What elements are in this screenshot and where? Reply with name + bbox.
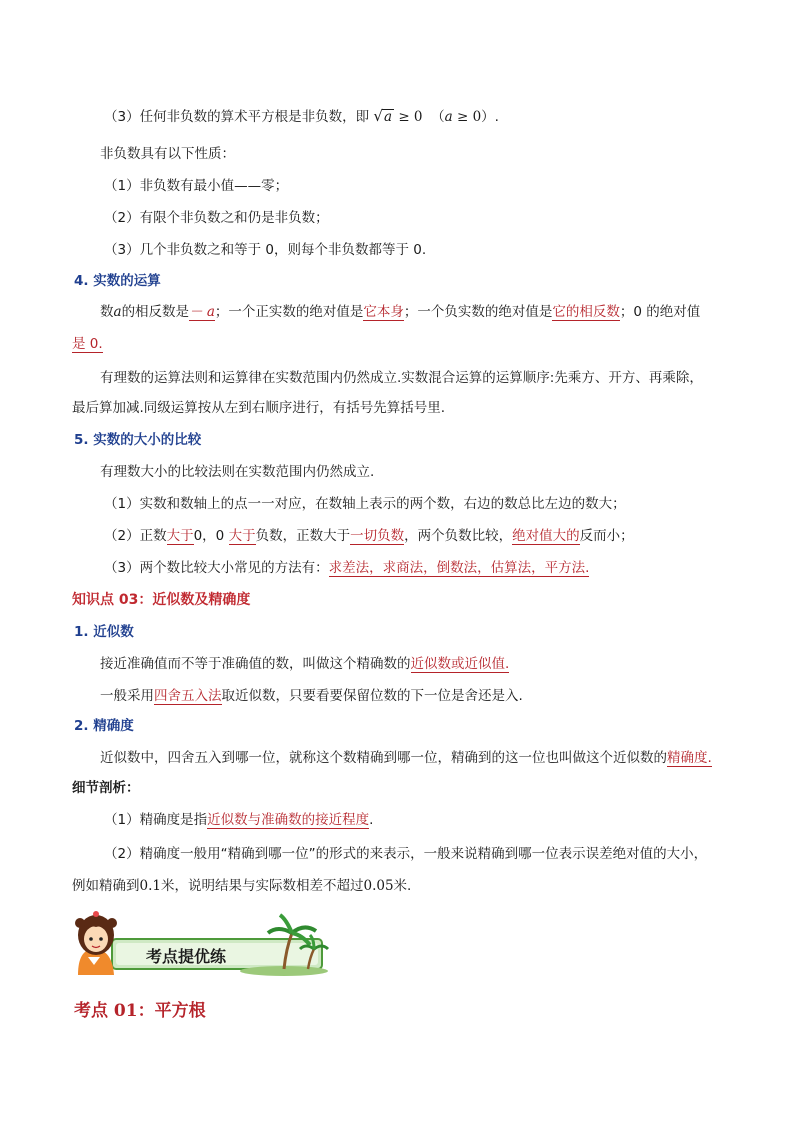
nonneg-3: （3）几个非负数之和等于 0，则每个非负数都等于 0. (104, 242, 427, 258)
answer-rounding: 四舍五入法 (154, 688, 222, 704)
text: （3）两个数比较大小常见的方法有： (104, 560, 329, 576)
text: 负数，正数大于 (255, 528, 351, 544)
compare-intro: 有理数大小的比较法则在实数范围内仍然成立. (100, 464, 375, 480)
compare-1: （1）实数和数轴上的点一一对应，在数轴上表示的两个数，右边的数总比左边的数大； (104, 496, 626, 512)
text: 数 (100, 304, 114, 320)
detail-3 (72, 876, 411, 896)
text: （1）精确度是指 (104, 812, 208, 828)
text: 米. (393, 878, 412, 894)
answer-all-negatives: 一切负数 (350, 528, 405, 544)
heading-5: 5. 实数的大小的比较 (74, 432, 202, 448)
condition-ge-zero: ≥ 0 (456, 109, 482, 125)
text: （2）正数 (104, 528, 167, 544)
ops-line-2 (72, 334, 103, 354)
var-a: a (113, 304, 122, 320)
text: 一般采用 (100, 688, 154, 704)
answer-opposite: 它的相反数 (552, 304, 620, 320)
girl-mascot-icon (75, 911, 117, 975)
answer-approx: 近似数或近似值. (410, 656, 510, 672)
knowledge-point-03: 知识点 03：近似数及精确度 (72, 592, 251, 608)
answer-closeness: 近似数与准确数的接近程度 (207, 812, 370, 828)
value-0-1: 0.1 (139, 878, 161, 894)
value-0-05: 0.05 (363, 878, 394, 894)
ge-zero: ≥ 0 (398, 109, 423, 125)
heading-4: 4. 实数的运算 (74, 273, 161, 289)
compare-2 (104, 526, 634, 546)
text: . (369, 812, 374, 828)
paren-open: （ (431, 109, 445, 125)
banner-title: 考点提优练 (146, 947, 227, 966)
rules-line-1: 有理数的运算法则和运算律在实数范围内仍然成立.实数混合运算的运算顺序:先乘方、开方、再乘除， (100, 370, 703, 386)
nonneg-1: （1）非负数有最小值——零； (104, 178, 289, 194)
paren-close: ）. (481, 109, 499, 125)
compare-3 (104, 558, 589, 578)
text: 反而小； (579, 528, 634, 544)
precision-line (100, 748, 712, 768)
text: ，两个负数比较， (404, 528, 513, 544)
practice-banner (72, 905, 330, 977)
property-3-line (104, 106, 499, 127)
text: 取近似数，只要看要保留位数的下一位是舍还是入. (221, 688, 523, 704)
answer-methods: 求差法，求商法，倒数法，估算法，平方法. (328, 560, 590, 576)
text: ；一个正实数的绝对值是 (214, 304, 364, 320)
ops-line-1 (100, 302, 700, 322)
answer-abs-larger: 绝对值大的 (512, 528, 580, 544)
text: 近似数中，四舍五入到哪一位，就称这个数精确到哪一位，精确到的这一位也叫做这个近似数的 (100, 750, 667, 766)
detail-2: （2）精确度一般用“精确到哪一位”的形式的来表示，一般来说精确到哪一位表示误差绝对值的大小， (104, 846, 708, 862)
text: 接近准确值而不等于准确值的数，叫做这个精确数的 (100, 656, 411, 672)
text: ；0 的绝对值 (619, 304, 701, 320)
text: 0，0 (193, 528, 229, 544)
answer-zero: 是 0. (72, 336, 103, 352)
heading-precision: 2. 精确度 (74, 718, 134, 734)
detail-label: 细节剖析： (72, 780, 140, 796)
condition-var: a (444, 109, 453, 125)
text: 例如精确到 (72, 878, 140, 894)
text: （3）任何非负数的算术平方根是非负数，即 (104, 109, 370, 125)
text: ；一个负实数的绝对值是 (403, 304, 553, 320)
answer-precision: 精确度. (667, 750, 712, 766)
answer-greater-2: 大于 (228, 528, 256, 544)
approx-line-1 (100, 654, 509, 674)
rules-line-2: 最后算加减.同级运算按从左到右顺序进行，有括号先算括号里. (72, 400, 446, 416)
sqrt-symbol: √ (373, 107, 383, 125)
approx-line-2 (100, 686, 523, 706)
text: 的相反数是 (121, 304, 190, 320)
detail-1 (104, 810, 373, 830)
sqrt-radicand: a (383, 109, 393, 125)
answer-neg-a: － a (189, 304, 215, 320)
answer-self: 它本身 (363, 304, 404, 320)
nonneg-2: （2）有限个非负数之和仍是非负数； (104, 210, 329, 226)
answer-greater: 大于 (166, 528, 194, 544)
text: 米，说明结果与实际数相差不超过 (160, 878, 364, 894)
topic-heading: 考点 01：平方根 (74, 1001, 206, 1021)
heading-approx: 1. 近似数 (74, 624, 134, 640)
nonneg-intro: 非负数具有以下性质： (100, 146, 235, 162)
